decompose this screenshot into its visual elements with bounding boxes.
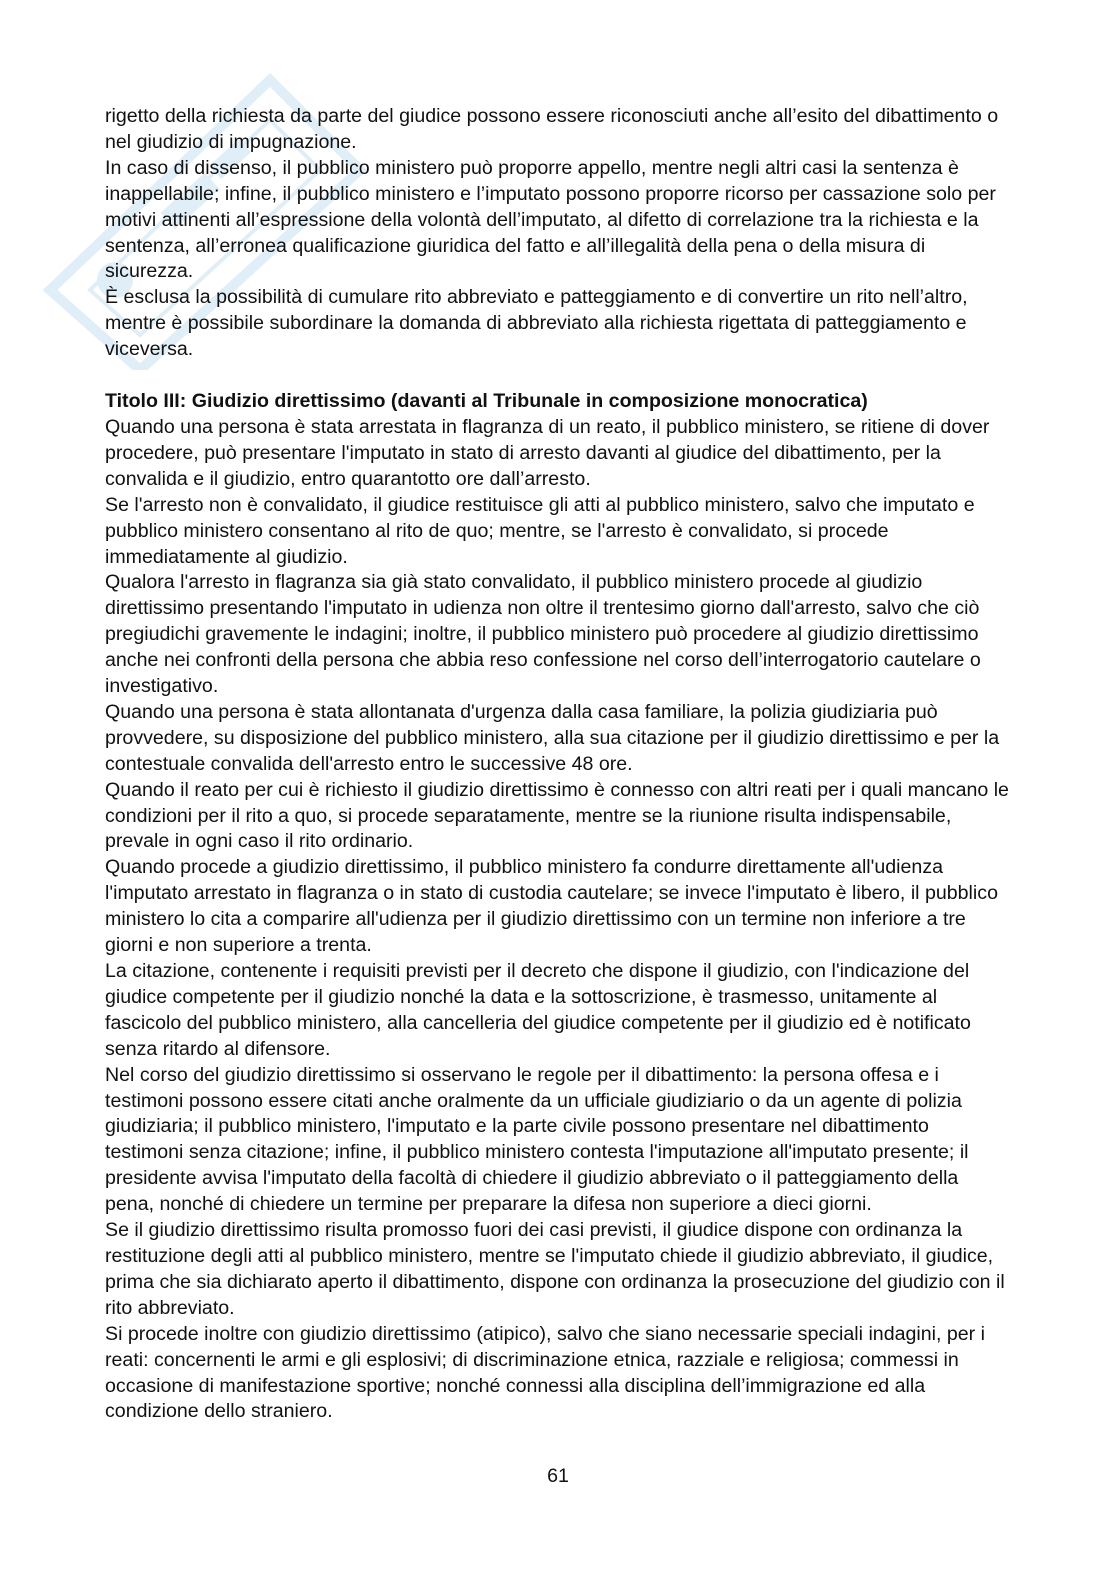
paragraph: Se il giudizio direttissimo risulta promosso fuori dei casi previsti, il giudice dispone con ordinanza la restituzione degli atti al pubblico ministero, mentre se l'imputato chiede il giudizio abbreviato, il giudice, prima che sia dichiarato aperto il dibattimento, dispone con ordinanza la prosecuzione del giudizio con il rito abbreviato. [105, 1219, 1005, 1319]
paragraph: rigetto della richiesta da parte del giudice possono essere riconosciuti anche all’esito del dibattimento o nel giudizio di impugnazione. [105, 105, 999, 153]
section-title: Titolo III: Giudizio direttissimo (davanti al Tribunale in composizione monocratica) [105, 390, 868, 413]
page-number: 61 [547, 1465, 569, 1487]
paragraph: Quando procede a giudizio direttissimo, il pubblico ministero fa condurre direttamente all'udienza l'imputato arrestato in flagranza o in stato di custodia cautelare; se invece l'imputato è libero, il pubblico ministero lo cita a comparire all'udienza per il giudizio direttissimo con un termine non inferiore a tre giorni e non superiore a trenta. [105, 856, 998, 957]
paragraph-gap [105, 363, 1010, 389]
paragraph: È esclusa la possibilità di cumulare rito abbreviato e patteggiamento e di convertire un rito nell’altro, mentre è possibile subordinare la domanda di abbreviato alla richiesta rigettata di patteggiamento e viceversa. [105, 286, 968, 361]
paragraph: In caso di dissenso, il pubblico ministero può proporre appello, mentre negli altri casi la sentenza è inappellabile; infine, il pubblico ministero e l’imputato possono proporre ricorso per cassazione solo per motivi attinenti all’espressione della volontà dell’imputato, al difetto di correlazione tra la richiesta e la sentenza, all’erronea qualificazione giuridica del fatto e all’illegalità della pena o della misura di sicurezza. [105, 156, 996, 283]
paragraph: Quando una persona è stata arrestata in flagranza di un reato, il pubblico ministero, se ritiene di dover procedere, può presentare l'imputato in stato di arresto davanti al giudice del dibattimento, per la convalida e il giudizio, entro quarantotto ore dall’arresto. [105, 415, 990, 490]
paragraph: Se l'arresto non è convalidato, il giudice restituisce gli atti al pubblico ministero, salvo che imputato e pubblico ministero consentano al rito de quo; mentre, se l'arresto è convalidato, si procede immediatamente al giudizio. [105, 493, 975, 568]
paragraph: Si procede inoltre con giudizio direttissimo (atipico), salvo che siano necessarie speciali indagini, per i reati: concernenti le armi e gli esplosivi; di discriminazione etnica, razziale e religiosa; commessi in occasione di manifestazione sportive; nonché connessi alla disciplina dell’immigrazione ed alla condizione dello straniero. [105, 1322, 985, 1423]
paragraph: Quando il reato per cui è richiesto il giudizio direttissimo è connesso con altri reati per i quali mancano le condizioni per il rito a quo, si procede separatamente, mentre se la riunione risulta indispensabile, prevale in ogni caso il rito ordinario. [105, 778, 1009, 853]
paragraph: Quando una persona è stata allontanata d'urgenza dalla casa familiare, la polizia giudiziaria può provvedere, su disposizione del pubblico ministero, alla sua citazione per il giudizio direttissimo e per la contestuale convalida dell'arresto entro le successive 48 ore. [105, 700, 1000, 775]
paragraph: Nel corso del giudizio direttissimo si osservano le regole per il dibattimento: la persona offesa e i testimoni possono essere citati anche oralmente da un ufficiale giudiziario o da un agente di polizia giudiziaria; il pubblico ministero, l'imputato e la parte civile possono presentare nel dibattimento testimoni senza citazione; infine, il pubblico ministero contesta l'imputazione all'imputato presente; il presidente avvisa l'imputato della facoltà di chiedere il giudizio abbreviato o il patteggiamento della pena, nonché di chiedere un termine per preparare la difesa non superiore a dieci giorni. [105, 1063, 969, 1216]
paragraph: La citazione, contenente i requisiti previsti per il decreto che dispone il giudizio, con l'indicazione del giudice competente per il giudizio nonché la data e la sottoscrizione, è trasmesso, unitamente al fascicolo del pubblico ministero, alla cancelleria del giudice competente per il giudizio ed è notificato senza ritardo al difensore. [105, 960, 971, 1060]
paragraph: Qualora l'arresto in flagranza sia già stato convalidato, il pubblico ministero procede al giudizio direttissimo presentando l'imputato in udienza non oltre il trentesimo giorno dall'arresto, salvo che ciò pregiudichi gravemente le indagini; inoltre, il pubblico ministero può procedere al giudizio direttissimo anche nei confronti della persona che abbia reso confessione nel corso dell’interrogatorio cautelare o investigativo. [105, 571, 981, 698]
document-body [105, 104, 1010, 1425]
